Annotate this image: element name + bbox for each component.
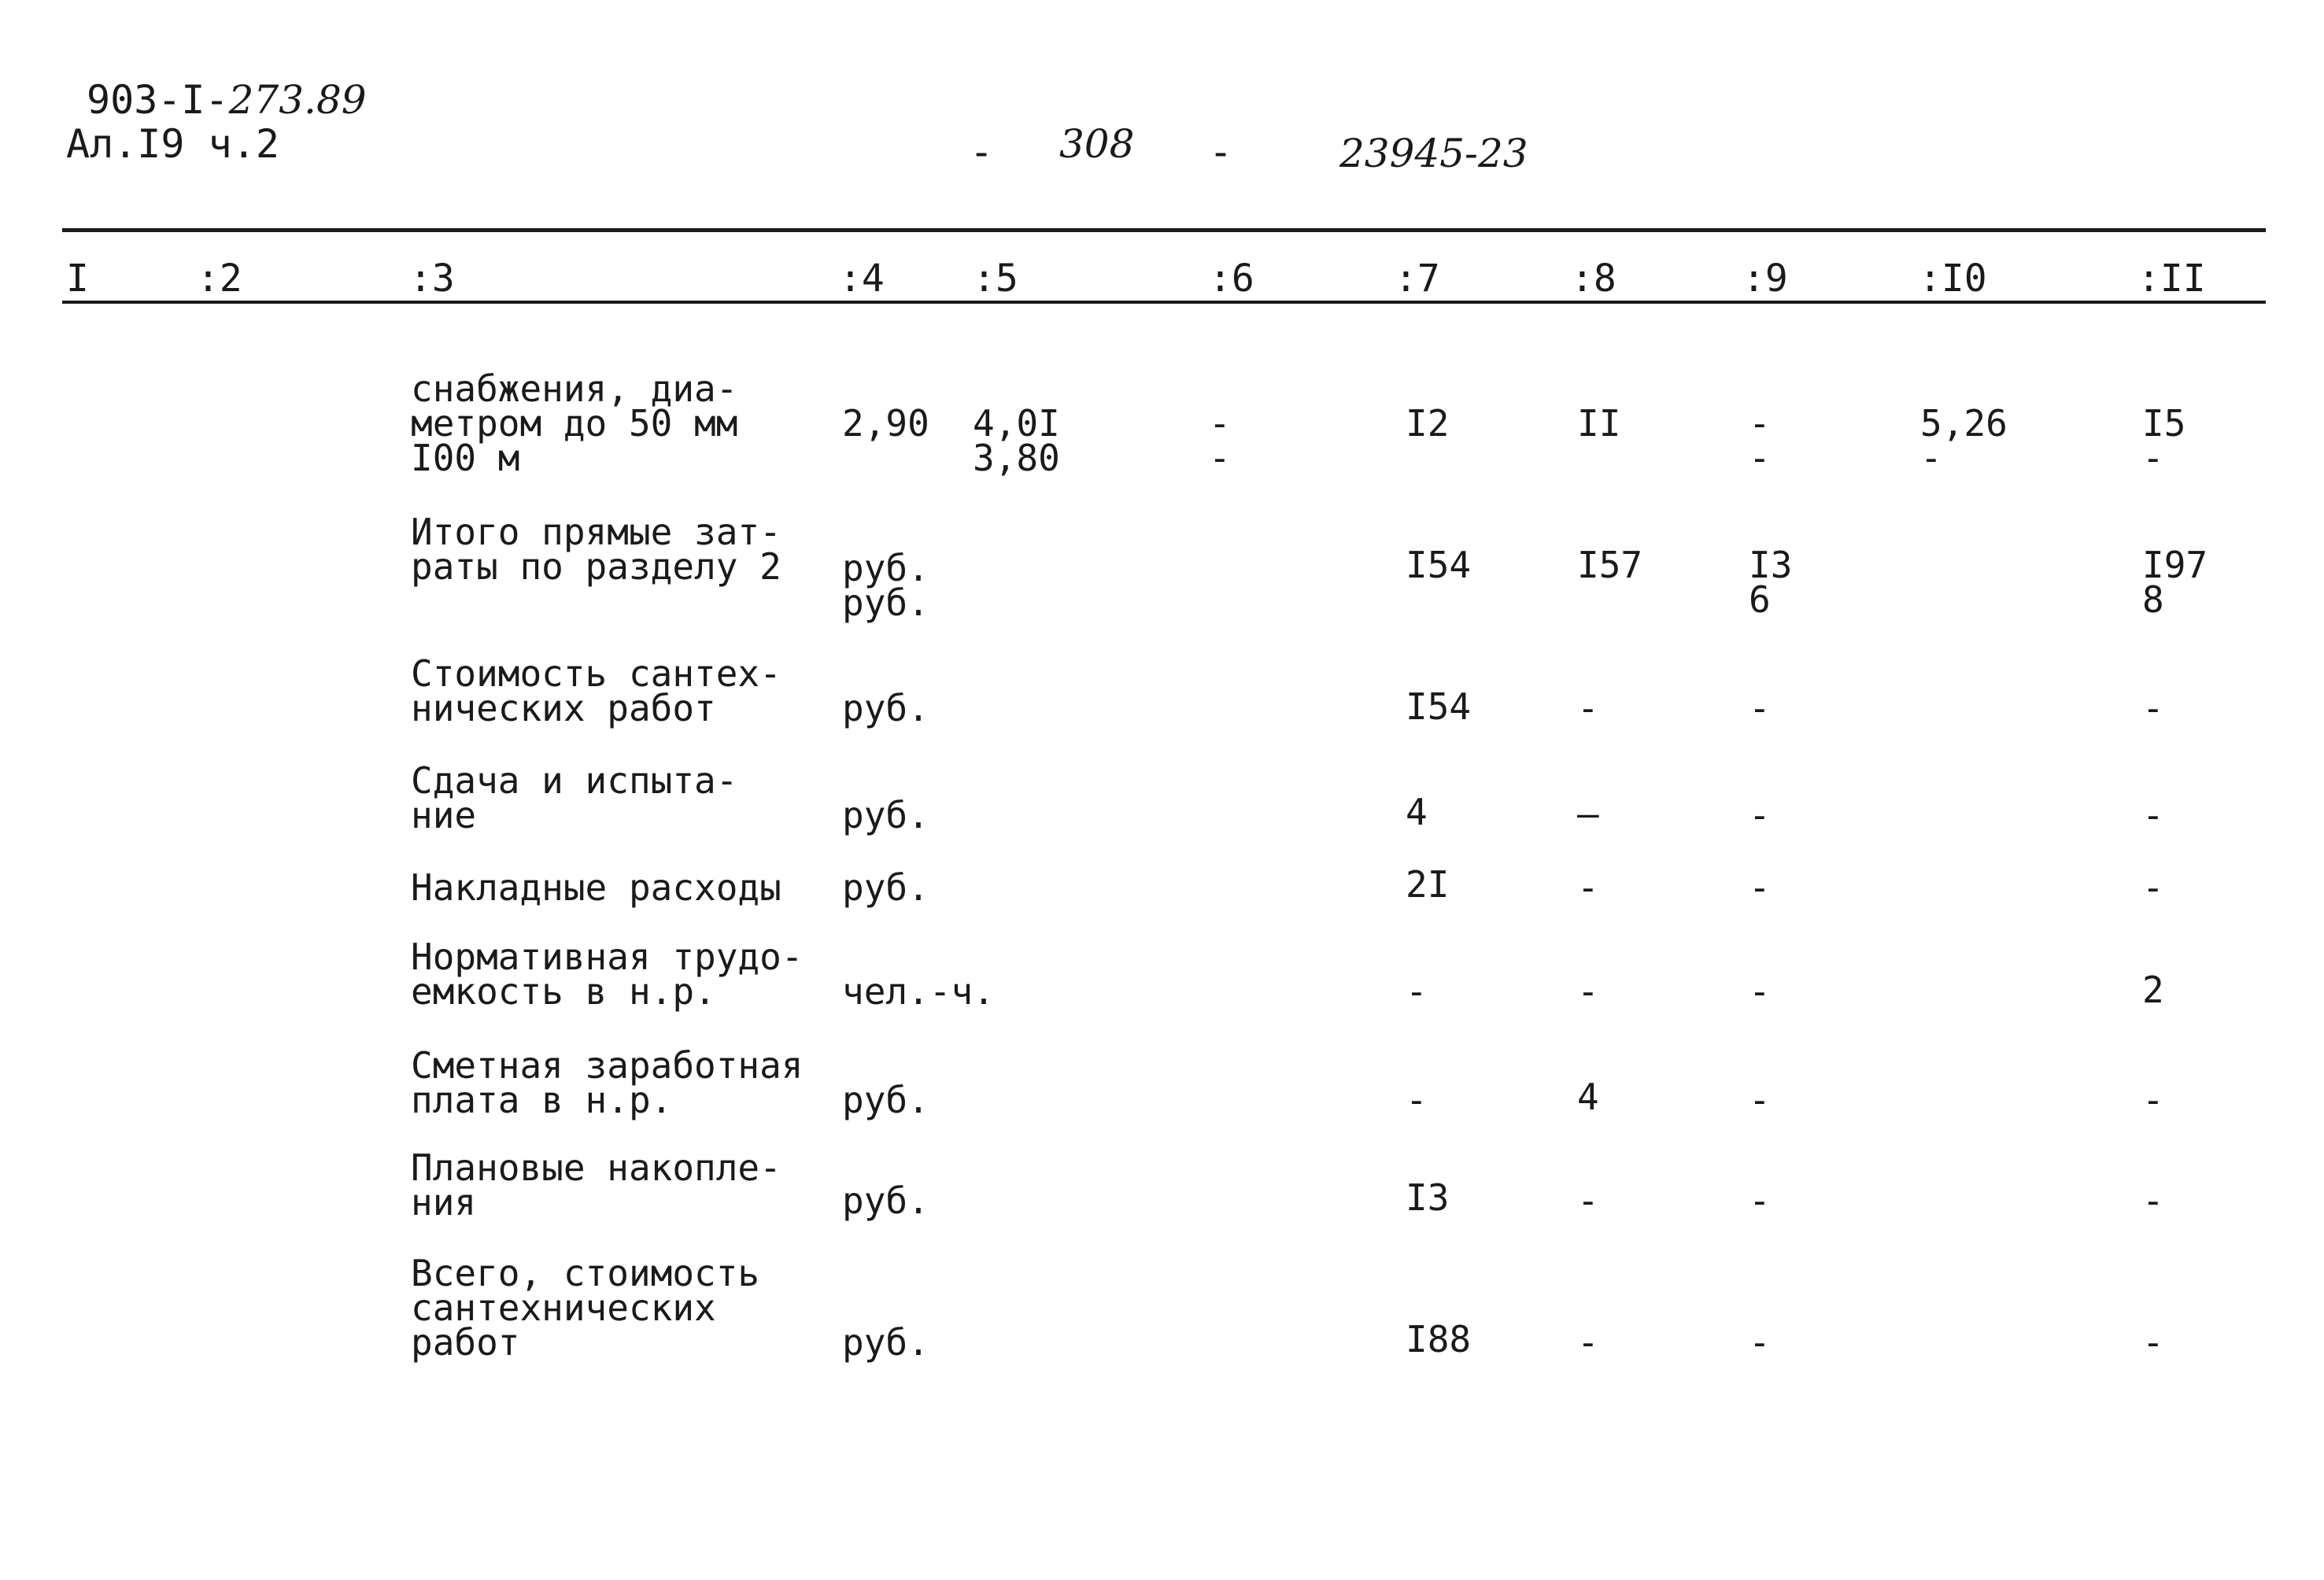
column-header-5: :5 [973, 257, 1018, 301]
row-col4-value: 2,90 [842, 402, 929, 445]
column-header-2: :2 [197, 257, 242, 301]
row-col11-value: - [2142, 1179, 2164, 1222]
row-col8-value: - [1577, 866, 1599, 909]
column-header-1: I [66, 257, 89, 301]
row-description: Стоимость сантех- нических работ [411, 652, 781, 729]
row-col8-value: I57 [1577, 544, 1643, 586]
document-code [87, 77, 367, 123]
row-unit: чел.-ч. [842, 970, 995, 1013]
row-col9-value: - [1749, 687, 1771, 729]
row-col8-value: - [1577, 970, 1599, 1013]
row-col8-value: - [1577, 687, 1599, 729]
row-description: Сдача и испыта- ние [411, 759, 738, 836]
row-col9-value: - - [1749, 402, 1771, 479]
table-top-rule [62, 228, 2266, 232]
row-col11-value: I5 - [2142, 402, 2186, 479]
row-col8-value: II [1577, 402, 1621, 445]
row-col7-value: 2I [1406, 863, 1450, 906]
row-col9-value: - [1749, 794, 1771, 836]
row-col9-value: I3 6 [1749, 544, 1793, 621]
row-unit: руб. [842, 1079, 929, 1121]
document-code-handwritten: 273.89 [228, 77, 367, 123]
row-unit: руб. [842, 866, 929, 909]
row-col9-value: - [1749, 1079, 1771, 1121]
page-number: 308 [1059, 121, 1135, 167]
page-dash-right: - [1209, 129, 1233, 175]
column-header-10: :I0 [1919, 257, 1987, 301]
table-header-rule [62, 301, 2266, 304]
row-unit: руб. [842, 1179, 929, 1222]
row-description: Итого прямые зат- раты по разделу 2 [411, 511, 781, 588]
row-col8-value: 4 [1577, 1076, 1599, 1118]
sheet-label: Ал.I9 ч.2 [66, 121, 279, 167]
column-header-4: :4 [839, 257, 885, 301]
column-header-9: :9 [1742, 257, 1788, 301]
column-header-11: :II [2137, 257, 2206, 301]
row-description: Сметная заработная плата в н.р. [411, 1044, 804, 1121]
row-col7-value: 4 [1406, 791, 1428, 833]
row-unit: руб. руб. [842, 547, 929, 624]
row-unit: руб. [842, 1321, 929, 1364]
row-description: Накладные расходы [411, 866, 781, 909]
row-col11-value: 2 [2142, 969, 2164, 1011]
column-header-7: :7 [1395, 257, 1440, 301]
page-dash-left: - [970, 129, 994, 175]
row-unit: руб. [842, 687, 929, 729]
row-col9-value: - [1749, 1179, 1771, 1222]
row-description: Плановые накопле- ния [411, 1146, 781, 1224]
row-col8-value: - [1577, 1321, 1599, 1364]
row-col7-value: - [1406, 970, 1428, 1013]
row-col11-value: - [2142, 866, 2164, 909]
row-col7-value: I3 [1406, 1176, 1450, 1219]
row-description: Нормативная трудо- емкость в н.р. [411, 936, 804, 1013]
row-unit: руб. [842, 794, 929, 836]
column-header-3: :3 [409, 257, 455, 301]
row-col8-value: - [1577, 1179, 1599, 1222]
row-col9-value: - [1749, 970, 1771, 1013]
row-col7-value: I54 [1406, 544, 1472, 586]
document-code-prefix: 903-I- [87, 77, 229, 123]
row-col5-value: 4,0I 3,80 [973, 402, 1060, 479]
column-header-6: :6 [1209, 257, 1254, 301]
row-description: Всего, стоимость сантехнических работ [411, 1252, 760, 1364]
row-col11-value: - [2142, 1321, 2164, 1364]
row-col6-value: - - [1209, 402, 1231, 479]
row-col7-value: I2 [1406, 402, 1450, 445]
row-col9-value: - [1749, 866, 1771, 909]
row-col7-value: - [1406, 1079, 1428, 1121]
row-col8-value: — [1577, 792, 1599, 835]
row-col7-value: I88 [1406, 1318, 1472, 1360]
inventory-number: 23945-23 [1339, 131, 1528, 176]
row-col9-value: - [1749, 1321, 1771, 1364]
row-col10-value: 5,26 - [1920, 402, 2008, 479]
row-description: снабжения, диа- метром до 50 мм I00 м [411, 367, 738, 479]
row-col7-value: I54 [1406, 685, 1472, 728]
row-col11-value: - [2142, 687, 2164, 729]
row-col11-value: - [2142, 794, 2164, 836]
row-col11-value: - [2142, 1079, 2164, 1121]
row-col11-value: I97 8 [2142, 544, 2208, 621]
column-header-8: :8 [1571, 257, 1616, 301]
